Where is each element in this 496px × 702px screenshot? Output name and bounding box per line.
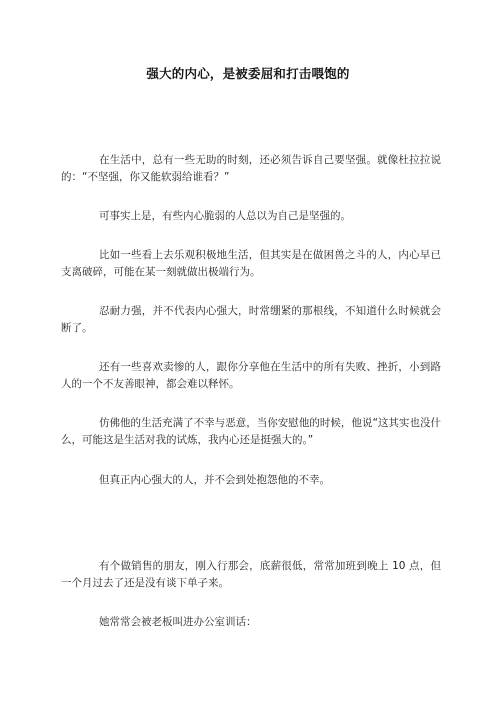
paragraph-3: 比如一些看上去乐观积极地生活，但其实是在做困兽之斗的人，内心早已支离破碎，可能在某一刻就做出极端行为。 [61, 249, 441, 278]
paragraph-4: 忍耐力强，并不代表内心强大，时常绷紧的那根线，不知道什么时候就会断了。 [61, 305, 441, 334]
paragraph-5: 还有一些喜欢卖惨的人，跟你分享他在生活中的所有失败、挫折，小到路人的一个不友善眼神，都会难以释怀。 [61, 361, 441, 390]
paragraph-7: 但真正内心强大的人，并不会到处抱怨他的不幸。 [99, 474, 330, 486]
article-title: 强大的内心，是被委屈和打击喂饱的 [146, 66, 350, 81]
paragraph-9: 她常常会被老板叫进办公室训话： [99, 616, 257, 628]
paragraph-8: 有个做销售的朋友，刚入行那会，底薪很低，常常加班到晚上 10 点，但一个月过去了还是没有谈下单子来。 [61, 560, 441, 589]
paragraph-2: 可事实上是，有些内心脆弱的人总以为自己是坚强的。 [99, 210, 351, 222]
paragraph-6: 仿佛他的生活充满了不幸与恶意，当你安慰他的时候，他说“这其实也没什么，可能这是生活对我的试炼，我内心还是挺强大的。” [61, 417, 441, 446]
paragraph-1: 在生活中，总有一些无助的时刻，还必须告诉自己要坚强。就像杜拉拉说的：“不坚强，你又能软弱给谁看？” [61, 154, 441, 183]
